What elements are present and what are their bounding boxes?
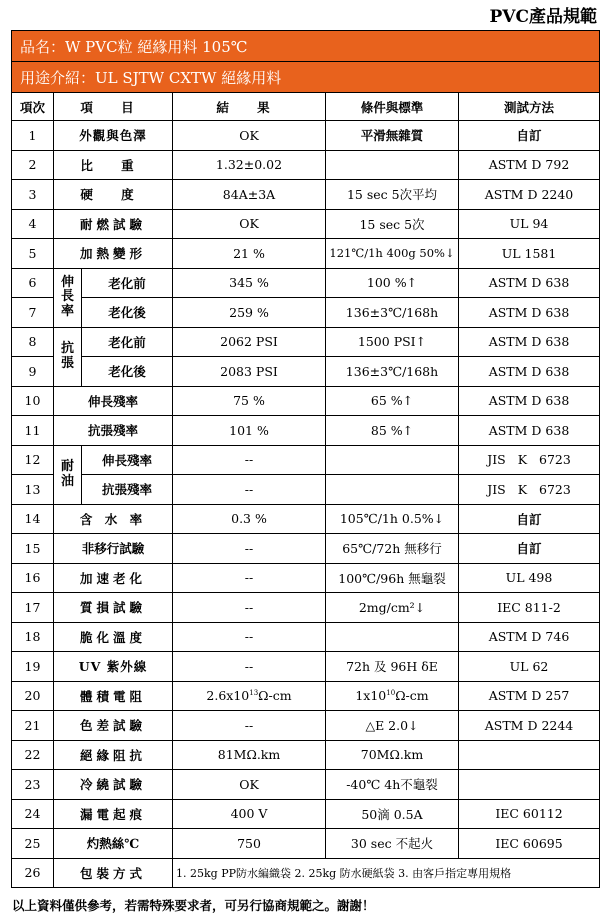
- row-no: 13: [12, 475, 54, 505]
- table-row: [12, 475, 600, 505]
- table-row: [12, 386, 600, 416]
- usage: 用途介紹：UL SJTW CXTW 絕緣用料: [12, 62, 600, 93]
- row-condition: [326, 445, 459, 475]
- group-label-text: 伸長率: [60, 275, 74, 319]
- condition-exponent: 10: [386, 689, 396, 698]
- usage-row: [12, 62, 600, 93]
- row-result: [173, 681, 326, 711]
- table-row: [12, 298, 600, 328]
- group-label-elongation: [54, 268, 82, 327]
- table-row: [12, 593, 600, 623]
- group-label-tensile: [54, 327, 82, 386]
- row-no: 9: [12, 357, 54, 387]
- row-condition: 15 sec 5次平均: [326, 180, 459, 210]
- row-result: 1.32±0.02: [173, 150, 326, 180]
- row-result: OK: [173, 770, 326, 800]
- group-label-text: 耐油: [60, 459, 74, 489]
- row-result: --: [173, 593, 326, 623]
- row-item: UV 紫外線: [54, 652, 173, 682]
- row-result: 2083 PSI: [173, 357, 326, 387]
- condition-unit: Ω-cm: [395, 688, 429, 704]
- condition-mantissa: 1x10: [355, 688, 387, 704]
- row-method: UL 94: [459, 209, 600, 239]
- table-row: [12, 504, 600, 534]
- table-row: [12, 268, 600, 298]
- row-no: 23: [12, 770, 54, 800]
- row-result: --: [173, 563, 326, 593]
- product-name-row: [12, 31, 600, 62]
- row-item: 灼熱絲℃: [54, 829, 173, 859]
- row-method: IEC 811-2: [459, 593, 600, 623]
- row-item: 體積電阻: [54, 681, 173, 711]
- row-method: UL 1581: [459, 239, 600, 269]
- table-row: [12, 239, 600, 269]
- table-row: [12, 209, 600, 239]
- row-condition: [326, 622, 459, 652]
- table-row: [12, 681, 600, 711]
- row-result: --: [173, 475, 326, 505]
- packaging-text: 1. 25kg PP防水編織袋 2. 25kg 防水硬紙袋 3. 由客戶指定專用規格: [173, 858, 600, 888]
- row-method: ASTM D 792: [459, 150, 600, 180]
- row-result: 750: [173, 829, 326, 859]
- spec-table: [11, 30, 600, 888]
- col-header-condition: 條件與標準: [326, 93, 459, 121]
- row-condition: 136±3℃/168h: [326, 357, 459, 387]
- page-title: PVC產品規範: [489, 7, 597, 27]
- row-item: 加速老化: [54, 563, 173, 593]
- table-row: [12, 180, 600, 210]
- row-item: 加熱變形: [54, 239, 173, 269]
- table-row: [12, 799, 600, 829]
- row-method: ASTM D 638: [459, 416, 600, 446]
- row-item: 色差試驗: [54, 711, 173, 741]
- row-condition: 100℃/96h 無龜裂: [326, 563, 459, 593]
- row-item: 包裝方式: [54, 858, 173, 888]
- row-method: ASTM D 638: [459, 386, 600, 416]
- row-result: 84A±3A: [173, 180, 326, 210]
- table-row: [12, 327, 600, 357]
- row-method: ASTM D 638: [459, 298, 600, 328]
- row-method: [459, 770, 600, 800]
- row-item: 質損試驗: [54, 593, 173, 623]
- row-no: 7: [12, 298, 54, 328]
- table-row: [12, 416, 600, 446]
- col-header-method: 測試方法: [459, 93, 600, 121]
- row-item: 老化前: [82, 327, 173, 357]
- row-result: OK: [173, 121, 326, 151]
- table-row: [12, 357, 600, 387]
- row-result: --: [173, 652, 326, 682]
- row-no: 19: [12, 652, 54, 682]
- row-method: 自訂: [459, 534, 600, 564]
- row-result: --: [173, 711, 326, 741]
- row-condition: [326, 150, 459, 180]
- row-method: JIS K 6723: [459, 445, 600, 475]
- table-row: [12, 740, 600, 770]
- row-no: 18: [12, 622, 54, 652]
- row-condition: 121℃/1h 400g 50%↓: [326, 239, 459, 269]
- table-row: [12, 858, 600, 888]
- row-method: UL 62: [459, 652, 600, 682]
- row-condition: △E 2.0↓: [326, 711, 459, 741]
- col-header-no: 項次: [12, 93, 54, 121]
- row-item: 硬 度: [54, 180, 173, 210]
- result-unit: Ω-cm: [258, 688, 292, 704]
- row-no: 15: [12, 534, 54, 564]
- row-item: 非移行試驗: [54, 534, 173, 564]
- row-no: 26: [12, 858, 54, 888]
- row-condition: 1500 PSI↑: [326, 327, 459, 357]
- row-condition: 65 %↑: [326, 386, 459, 416]
- row-no: 16: [12, 563, 54, 593]
- row-condition: 65℃/72h 無移行: [326, 534, 459, 564]
- row-result: 259 %: [173, 298, 326, 328]
- row-result: --: [173, 534, 326, 564]
- row-no: 6: [12, 268, 54, 298]
- row-condition: -40℃ 4h不龜裂: [326, 770, 459, 800]
- row-no: 25: [12, 829, 54, 859]
- row-result: 345 %: [173, 268, 326, 298]
- row-condition: 72h 及 96H δE: [326, 652, 459, 682]
- table-row: [12, 622, 600, 652]
- row-item: 絕緣阻抗: [54, 740, 173, 770]
- row-item: 伸長殘率: [82, 445, 173, 475]
- row-item: 外觀與色澤: [54, 121, 173, 151]
- table-row: [12, 652, 600, 682]
- row-no: 21: [12, 711, 54, 741]
- row-condition: 50滴 0.5A: [326, 799, 459, 829]
- column-header-row: [12, 93, 600, 121]
- row-condition: 2mg/cm²↓: [326, 593, 459, 623]
- row-no: 17: [12, 593, 54, 623]
- row-method: UL 498: [459, 563, 600, 593]
- row-no: 12: [12, 445, 54, 475]
- table-row: [12, 770, 600, 800]
- row-method: 自訂: [459, 121, 600, 151]
- col-header-result: 結 果: [173, 93, 326, 121]
- row-result: 21 %: [173, 239, 326, 269]
- row-method: IEC 60695: [459, 829, 600, 859]
- group-label-text: 抗張: [60, 341, 74, 371]
- row-condition: 平滑無雜質: [326, 121, 459, 151]
- product-name: 品名：W PVC粒 絕緣用料 105℃: [12, 31, 600, 62]
- table-row: [12, 150, 600, 180]
- row-no: 22: [12, 740, 54, 770]
- row-condition: [326, 475, 459, 505]
- table-row: [12, 445, 600, 475]
- row-item: 比 重: [54, 150, 173, 180]
- group-label-oil: [54, 445, 82, 504]
- row-no: 2: [12, 150, 54, 180]
- row-no: 4: [12, 209, 54, 239]
- row-method: JIS K 6723: [459, 475, 600, 505]
- row-condition: 70MΩ.km: [326, 740, 459, 770]
- row-method: ASTM D 2244: [459, 711, 600, 741]
- row-condition: 100 %↑: [326, 268, 459, 298]
- row-result: 0.3 %: [173, 504, 326, 534]
- row-result: --: [173, 445, 326, 475]
- row-condition: 105℃/1h 0.5%↓: [326, 504, 459, 534]
- result-mantissa: 2.6x10: [206, 688, 250, 704]
- col-header-item: 項 目: [54, 93, 173, 121]
- row-item: 老化後: [82, 357, 173, 387]
- row-item: 老化後: [82, 298, 173, 328]
- row-condition: 136±3℃/168h: [326, 298, 459, 328]
- row-no: 5: [12, 239, 54, 269]
- row-method: ASTM D 746: [459, 622, 600, 652]
- row-method: [459, 740, 600, 770]
- row-no: 20: [12, 681, 54, 711]
- row-result: 2062 PSI: [173, 327, 326, 357]
- row-item: 老化前: [82, 268, 173, 298]
- row-item: 伸長殘率: [54, 386, 173, 416]
- table-row: [12, 829, 600, 859]
- row-item: 耐燃試驗: [54, 209, 173, 239]
- row-condition: 15 sec 5次: [326, 209, 459, 239]
- row-result: OK: [173, 209, 326, 239]
- row-no: 11: [12, 416, 54, 446]
- row-no: 1: [12, 121, 54, 151]
- row-method: 自訂: [459, 504, 600, 534]
- row-no: 8: [12, 327, 54, 357]
- row-method: ASTM D 638: [459, 327, 600, 357]
- row-result: 101 %: [173, 416, 326, 446]
- table-row: [12, 121, 600, 151]
- row-method: IEC 60112: [459, 799, 600, 829]
- row-result: 400 V: [173, 799, 326, 829]
- footer-note: 以上資料僅供參考，若需特殊要求者，可另行協商規範之。謝謝！: [12, 898, 375, 913]
- row-item: 脆化溫度: [54, 622, 173, 652]
- row-result: --: [173, 622, 326, 652]
- row-condition: 30 sec 不起火: [326, 829, 459, 859]
- row-no: 24: [12, 799, 54, 829]
- row-condition: [326, 681, 459, 711]
- row-no: 10: [12, 386, 54, 416]
- row-method: ASTM D 257: [459, 681, 600, 711]
- table-row: [12, 563, 600, 593]
- table-row: [12, 711, 600, 741]
- row-item: 抗張殘率: [54, 416, 173, 446]
- row-item: 冷繞試驗: [54, 770, 173, 800]
- row-method: ASTM D 2240: [459, 180, 600, 210]
- row-no: 3: [12, 180, 54, 210]
- result-exponent: 13: [249, 689, 259, 698]
- row-item: 抗張殘率: [82, 475, 173, 505]
- row-result: 81MΩ.km: [173, 740, 326, 770]
- row-result: 75 %: [173, 386, 326, 416]
- row-method: ASTM D 638: [459, 268, 600, 298]
- row-item: 含 水 率: [54, 504, 173, 534]
- row-condition: 85 %↑: [326, 416, 459, 446]
- row-method: ASTM D 638: [459, 357, 600, 387]
- row-item: 漏電起痕: [54, 799, 173, 829]
- table-row: [12, 534, 600, 564]
- row-no: 14: [12, 504, 54, 534]
